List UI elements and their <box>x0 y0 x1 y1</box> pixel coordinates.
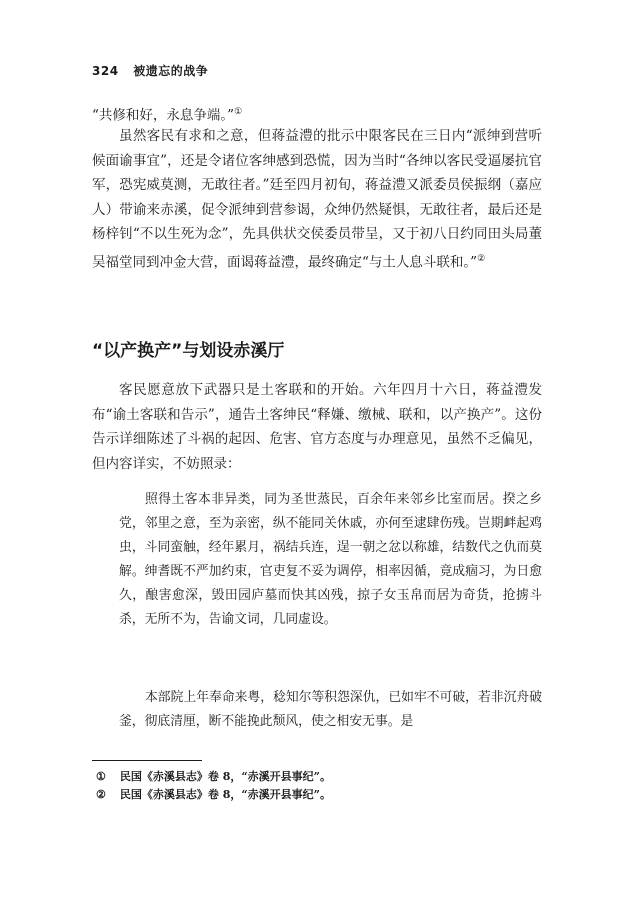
footnote-mark: ① <box>96 770 106 783</box>
quoted-proclamation-paragraph-1: 照得土客本非异类，同为圣世蒸民，百余年来邻乡比室而居。揆之乡党，邻里之意，至为亲密，纵不能同关休戚，亦何至逮肆伤残。岂期衅起鸡虫，斗同蛮触，经年累月，祸结兵连，逞一朝之忿以称雄，结数代之仇而莫解。绅耆既不严加约束，官吏复不妥为调停，相率因循，竟成痼习，为日愈久，酿害愈深，毁田园庐墓而快其凶残，掠子女玉帛而居为奇货，抢掳斗杀，无所不为，告谕文词，几同虚设。 <box>119 492 542 627</box>
paragraph-text: 虽然客民有求和之意，但蒋益澧的批示中限客民在三日内“派绅到营听候面谕事宜”，还是令诸位客绅感到恐慌，因为当时“各绅以客民受逼屡抗官军，恐宪威莫测，无敢往者。”廷至四月初旬，蒋益澧又派委员侯振纲（嘉应人）带谕来赤溪，促令派绅到营参谒，众绅仍然疑惧，无敢往者，最后还是杨梓钊“不以生死为念”，先具供状交侯委员带呈，又于初八日约同田头局董吴福堂同到冲金大营，面谒蒋益澧，最终确定“与土人息斗联和。” <box>92 128 542 270</box>
footnote-ref-1: ① <box>234 107 243 117</box>
book-title: 被遗忘的战争 <box>133 64 209 78</box>
quoted-proclamation-paragraph-2: 本部院上年奉命来粤，稔知尔等积怨深仇，已如牢不可破，若非沉舟破釜，彻底清厘，断不能挽此颓风，使之相安无事。是 <box>119 690 542 729</box>
section-heading: “以产换产”与划设赤溪厅 <box>92 341 285 361</box>
footnote-mark: ② <box>96 788 106 801</box>
footnote-2 <box>96 786 331 802</box>
paragraph-text: “共修和好，永息争端。” <box>92 107 235 124</box>
footnote-ref-2: ② <box>477 253 486 264</box>
paragraph-proclamation-intro: 客民愿意放下武器只是土客联和的开始。六年四月十六日，蒋益澧发布“谕土客联和告示”，通告土客绅民“释嫌、缴械、联和，以产换产”。这份告示详细陈述了斗祸的起因、危害、官方态度与办理意见，虽然不乏偏见，但内容详实，不妨照录： <box>92 382 542 472</box>
running-head <box>92 62 208 79</box>
footnote-text: 民国《赤溪县志》卷 8，“赤溪开县事纪”。 <box>119 788 332 801</box>
paragraph-negotiation <box>92 124 542 275</box>
footnote-divider <box>92 760 202 761</box>
page-number: 324 <box>92 64 119 78</box>
footnote-1 <box>96 768 331 784</box>
footnote-text: 民国《赤溪县志》卷 8，“赤溪开县事纪”。 <box>119 770 332 783</box>
